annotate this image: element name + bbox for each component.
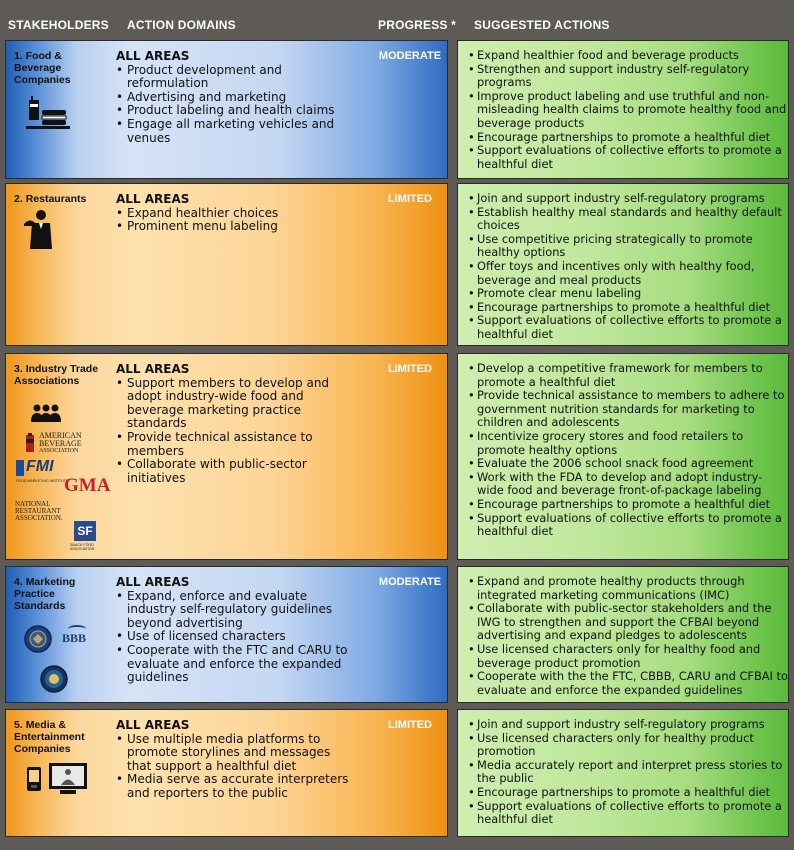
domain-item: • Expand, enforce and evaluate industry self-regulatory guidelines beyond advertising <box>116 590 356 631</box>
stakeholder-label: 1. Food & Beverage Companies <box>14 50 71 86</box>
government-seal-icon <box>24 625 52 653</box>
row-trade-associations <box>5 353 789 560</box>
fmi-mark <box>16 460 24 476</box>
row-media-entertainment <box>5 709 789 837</box>
suggested-actions-panel <box>457 183 789 346</box>
action-item: • Expand and promote healthy products through integrated marketing communications (IMC) <box>468 575 788 602</box>
action-item: • Use competitive pricing strategically to promote healthy options <box>468 233 788 260</box>
row-food-beverage <box>5 40 789 179</box>
row-left-panel <box>5 183 448 346</box>
progress-status: LIMITED <box>388 193 432 205</box>
action-item: • Improve product labeling and use truthful and non-misleading health claims to promote healthy food and beverage products <box>468 90 788 131</box>
american-beverage-association-logo: AMERICAN BEVERAGE ASSOCIATION <box>24 432 104 456</box>
domain-head: ALL AREAS <box>116 362 190 376</box>
action-item: • Promote clear menu labeling <box>468 287 788 301</box>
domain-item: • Provide technical assistance to members <box>116 431 356 458</box>
action-item: • Support evaluations of collective efforts to promote a healthful diet <box>468 800 788 827</box>
domain-item: • Prominent menu labeling <box>116 220 356 234</box>
domain-item: • Expand healthier choices <box>116 207 356 221</box>
domain-item: • Media serve as accurate interpreters and reporters to the public <box>116 773 356 800</box>
stakeholder-label: 5. Media & Entertainment Companies <box>14 719 85 755</box>
action-item: • Encourage partnerships to promote a healthful diet <box>468 498 788 512</box>
mobile-phone-icon <box>26 766 42 792</box>
bbb-logo: BBB <box>58 625 98 655</box>
people-group-icon <box>30 404 62 422</box>
row-marketing-practice-standards <box>5 566 789 703</box>
action-domains <box>116 193 356 234</box>
header-action-domains: ACTION DOMAINS <box>127 18 236 32</box>
progress-status: LIMITED <box>388 719 432 731</box>
ftc-seal-icon <box>40 665 68 693</box>
action-item: • Support evaluations of collective efforts to promote a healthful diet <box>468 314 788 341</box>
action-item: • Encourage partnerships to promote a healthful diet <box>468 131 788 145</box>
action-domains <box>116 719 356 801</box>
action-domains <box>116 50 356 145</box>
action-item: • Encourage partnerships to promote a healthful diet <box>468 301 788 315</box>
domain-item: • Use of licensed characters <box>116 630 356 644</box>
action-item: • Encourage partnerships to promote a healthful diet <box>468 786 788 800</box>
action-item: • Use licensed characters only for healthy product promotion <box>468 732 788 759</box>
action-item: • Expand healthier food and beverage products <box>468 49 788 63</box>
action-item: • Work with the FDA to develop and adopt industry-wide food and beverage front-of-package labeling <box>468 471 788 498</box>
action-item: • Offer toys and incentives only with healthy food, beverage and meal products <box>468 260 788 287</box>
domain-item: • Engage all marketing vehicles and venues <box>116 118 356 145</box>
domain-item: • Support members to develop and adopt industry-wide food and beverage marketing practice standards <box>116 377 356 431</box>
stakeholder-label: 3. Industry Trade Associations <box>14 363 99 387</box>
bottle-icon <box>24 433 36 453</box>
domain-item: • Advertising and marketing <box>116 91 356 105</box>
domain-item: • Product development and reformulation <box>116 64 356 91</box>
action-item: • Media accurately report and interpret press stories to the public <box>468 759 788 786</box>
action-item: • Support evaluations of collective efforts to promote a healthful diet <box>468 144 788 171</box>
domain-head: ALL AREAS <box>116 575 190 589</box>
suggested-actions-panel <box>457 40 789 179</box>
action-item: • Join and support industry self-regulatory programs <box>468 718 788 732</box>
national-restaurant-association-logo: NATIONAL RESTAURANT ASSOCIATION. <box>15 500 63 522</box>
suggested-actions-panel <box>457 353 789 560</box>
gma-logo: GMA <box>64 475 111 496</box>
action-item: • Cooperate with the the FTC, CBBB, CARU and CFBAI to evaluate and enforce the expanded guidelines <box>468 670 788 697</box>
stakeholder-label: 2. Restaurants <box>14 193 87 205</box>
action-item: • Evaluate the 2006 school snack food agreement <box>468 457 788 471</box>
domain-head: ALL AREAS <box>116 49 190 63</box>
action-item: • Join and support industry self-regulatory programs <box>468 192 788 206</box>
action-item: • Support evaluations of collective efforts to promote a healthful diet <box>468 512 788 539</box>
action-domains <box>116 363 356 485</box>
action-item: • Collaborate with public-sector stakeholders and the IWG to strengthen and support the CFBAI beyond advertising and expand pledges to adolescents <box>468 602 788 643</box>
domain-head: ALL AREAS <box>116 192 190 206</box>
waiter-icon <box>24 209 58 251</box>
suggested-actions-panel <box>457 709 789 837</box>
snack-food-association-logo: SF SNACK FOOD ASSOCIATION <box>70 521 110 555</box>
action-item: • Provide technical assistance to members to adhere to government nutrition standards for marketing to children and adolescents <box>468 389 788 430</box>
action-item: • Use licensed characters only for healthy food and beverage product promotion <box>468 643 788 670</box>
progress-status: MODERATE <box>378 50 442 62</box>
fmi-logo: FMI FOOD MARKETING INSTITUTE <box>16 458 69 483</box>
header-stakeholders: STAKEHOLDERS <box>8 18 109 32</box>
action-item: • Establish healthy meal standards and healthy default choices <box>468 206 788 233</box>
domain-item: • Use multiple media platforms to promote storylines and messages that support a healthful diet <box>116 733 356 774</box>
header-suggested-actions: SUGGESTED ACTIONS <box>474 18 610 32</box>
domain-item: • Collaborate with public-sector initiatives <box>116 458 356 485</box>
action-item: • Strengthen and support industry self-regulatory programs <box>468 63 788 90</box>
suggested-actions-panel <box>457 566 789 703</box>
television-icon <box>48 762 88 796</box>
stakeholder-label: 4. Marketing Practice Standards <box>14 576 76 612</box>
action-item: • Incentivize grocery stores and food retailers to promote healthy options <box>468 430 788 457</box>
action-domains <box>116 576 356 685</box>
progress-status: LIMITED <box>388 363 432 375</box>
progress-status: MODERATE <box>378 576 442 588</box>
action-item: • Develop a competitive framework for members to promote a healthful diet <box>468 362 788 389</box>
domain-head: ALL AREAS <box>116 718 190 732</box>
row-left-panel <box>5 353 448 560</box>
header-progress: PROGRESS * <box>378 18 457 32</box>
domain-item: • Product labeling and health claims <box>116 104 356 118</box>
row-restaurants <box>5 183 789 346</box>
domain-item: • Cooperate with the FTC and CARU to evaluate and enforce the expanded guidelines <box>116 644 356 685</box>
fast-food-icon <box>26 96 70 130</box>
